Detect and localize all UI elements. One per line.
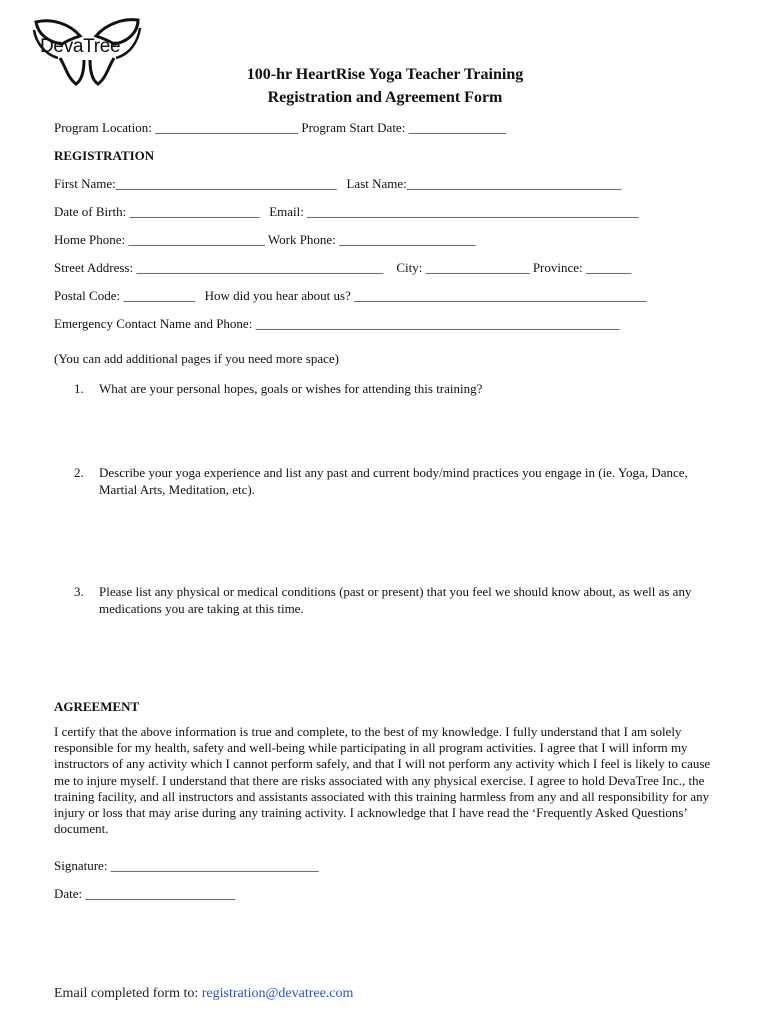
form-subtitle: Registration and Agreement Form [267, 89, 503, 106]
signature-row[interactable]: Signature: ________________________________ [54, 858, 319, 873]
email-link[interactable]: registration@devatree.com [201, 986, 354, 1001]
question-text: Describe your yoga experience and list any past and current body/mind practices you engage in (ie. Yoga, Dance, Martial Arts, Meditation, etc). [99, 465, 688, 497]
address-row[interactable]: Street Address: ______________________________________ City: ________________ Province: _______ [54, 260, 632, 275]
question-text: What are your personal hopes, goals or wishes for attending this training? [99, 381, 483, 396]
question-number: 3. [74, 584, 84, 599]
phone-row[interactable]: Home Phone: _____________________ Work Phone: _____________________ [54, 232, 476, 247]
form-title: 100-hr HeartRise Yoga Teacher Training [246, 66, 524, 83]
emergency-contact-row[interactable]: Emergency Contact Name and Phone: ________________________________________________________ [54, 316, 620, 331]
question-text: Please list any physical or medical conditions (past or present) that you feel we should know about, as well as any medications you are taking at this time. [99, 584, 692, 616]
dob-email-row[interactable]: Date of Birth: ____________________ Email: ___________________________________________________ [54, 204, 639, 219]
logo-wordmark: DevaTree [40, 36, 121, 57]
registration-heading: REGISTRATION [54, 148, 155, 163]
question-number: 1. [74, 381, 84, 396]
footer-email-note [54, 986, 353, 1002]
question-2 [74, 464, 714, 498]
agreement-heading: AGREEMENT [54, 699, 140, 714]
question-number: 2. [74, 465, 84, 480]
question-3 [74, 583, 714, 617]
footer-label: Email completed form to: [54, 986, 202, 1001]
question-1 [74, 380, 714, 397]
date-row[interactable]: Date: _______________________ [54, 886, 235, 901]
program-location-row[interactable]: Program Location: ______________________ Program Start Date: _______________ [54, 120, 507, 135]
postal-code-row[interactable]: Postal Code: ___________ How did you hear about us? _____________________________________________ [54, 288, 647, 303]
extra-pages-note: (You can add additional pages if you need more space) [54, 351, 339, 366]
agreement-text: I certify that the above information is true and complete, to the best of my knowledge. I fully understand that I am solely responsible for my health, safety and well-being while participating in all program activities. I agree that I will inform my instructors of any activity which I cannot perform safely, and that I will not perform any activity which I feel is likely to cause me to injure myself. I understand that there are risks associated with any physical exercise. I agree to hold DevaTree Inc., the training facility, and all instructors and assistants associated with this training harmless from any and all responsibility for any injury or loss that may arise during any training activity. I acknowledge that I have read the ‘Frequently Asked Questions’ document. [54, 724, 711, 837]
name-row[interactable]: First Name:__________________________________ Last Name:_________________________________ [54, 176, 622, 191]
